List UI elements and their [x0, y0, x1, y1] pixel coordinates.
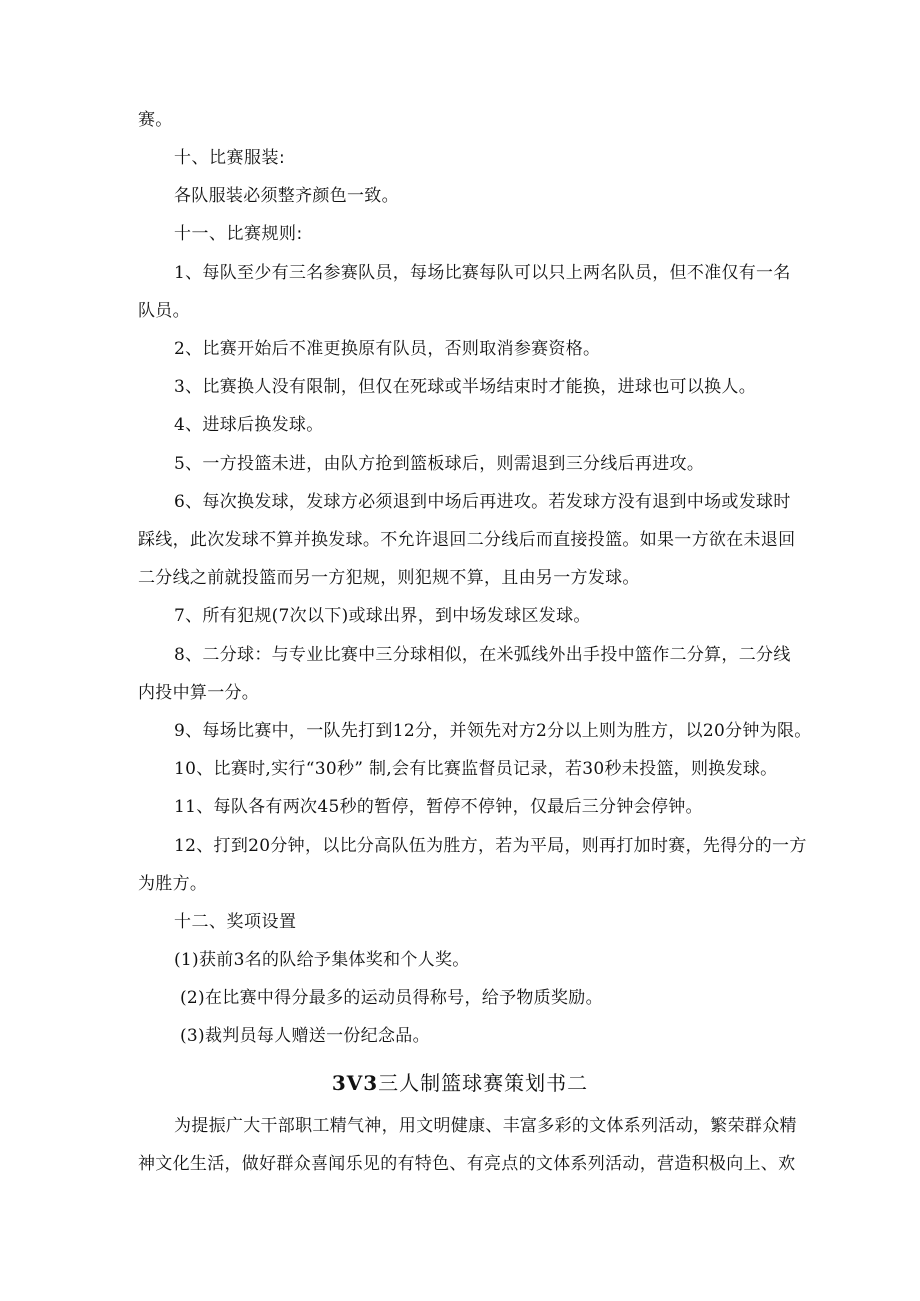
rule-item-continuation: 内投中算一分。 [138, 683, 260, 703]
rule-item: 10、比赛时,实行“30秒” 制,会有比赛监督员记录，若30秒未投篮，则换发球。 [174, 759, 778, 779]
rule-item: 6、每次换发球，发球方必须退到中场后再进攻。若发球方没有退到中场或发球时 [174, 492, 791, 512]
rule-item: 8、二分球：与专业比赛中三分球相似，在米弧线外出手投中篮作二分算，二分线 [174, 645, 791, 665]
rule-item: 3、比赛换人没有限制，但仅在死球或半场结束时才能换，进球也可以换人。 [174, 377, 757, 397]
intro-paragraph-line: 为提振广大干部职工精气神，用文明健康、丰富多彩的文体系列活动，繁荣群众精 [174, 1116, 797, 1136]
document-title [0, 1070, 920, 1096]
rule-item: 7、所有犯规(7次以下)或球出界，到中场发球区发球。 [174, 606, 591, 626]
rule-item: 11、每队各有两次45秒的暂停，暂停不停钟，仅最后三分钟会停钟。 [174, 797, 703, 817]
paragraph-line: 赛。 [138, 110, 173, 130]
paragraph-line: 各队服装必须整齐颜色一致。 [174, 186, 399, 206]
rule-item: 4、进球后换发球。 [174, 415, 324, 435]
section-heading-rules: 十一、比赛规则: [174, 224, 303, 244]
intro-paragraph-line: 神文化生活，做好群众喜闻乐见的有特色、有亮点的文体系列活动，营造积极向上、欢 [138, 1154, 796, 1174]
award-item: (3)裁判员每人赠送一份纪念品。 [180, 1026, 430, 1046]
rule-item: 12、打到20分钟，以比分高队伍为胜方，若为平局，则再打加时赛，先得分的一方 [174, 836, 807, 856]
document-title-prefix: 3V3 [331, 1071, 379, 1095]
section-heading-clothing: 十、比赛服装: [174, 148, 286, 168]
rule-item: 1、每队至少有三名参赛队员，每场比赛每队可以只上两名队员，但不准仅有一名 [174, 263, 791, 283]
rule-item: 2、比赛开始后不准更换原有队员，否则取消参赛资格。 [174, 339, 601, 359]
section-heading-awards: 十二、奖项设置 [174, 912, 297, 932]
rule-item-continuation: 踩线，此次发球不算并换发球。不允许退回二分线后而直接投篮。如果一方欲在未退回 [138, 530, 796, 550]
rule-item-continuation: 二分线之前就投篮而另一方犯规，则犯规不算，且由另一方发球。 [138, 568, 640, 588]
rule-item-continuation: 队员。 [138, 301, 190, 321]
rule-item-continuation: 为胜方。 [138, 874, 208, 894]
award-item: (1)获前3名的队给予集体奖和个人奖。 [174, 950, 470, 970]
award-item: (2)在比赛中得分最多的运动员得称号，给予物质奖励。 [180, 988, 603, 1008]
rule-item: 9、每场比赛中，一队先打到12分，并领先对方2分以上则为胜方，以20分钟为限。 [174, 721, 812, 741]
rule-item: 5、一方投篮未进，由队方抢到篮板球后，则需退到三分线后再进攻。 [174, 454, 705, 474]
document-title-text: 三人制篮球赛策划书二 [378, 1071, 589, 1095]
